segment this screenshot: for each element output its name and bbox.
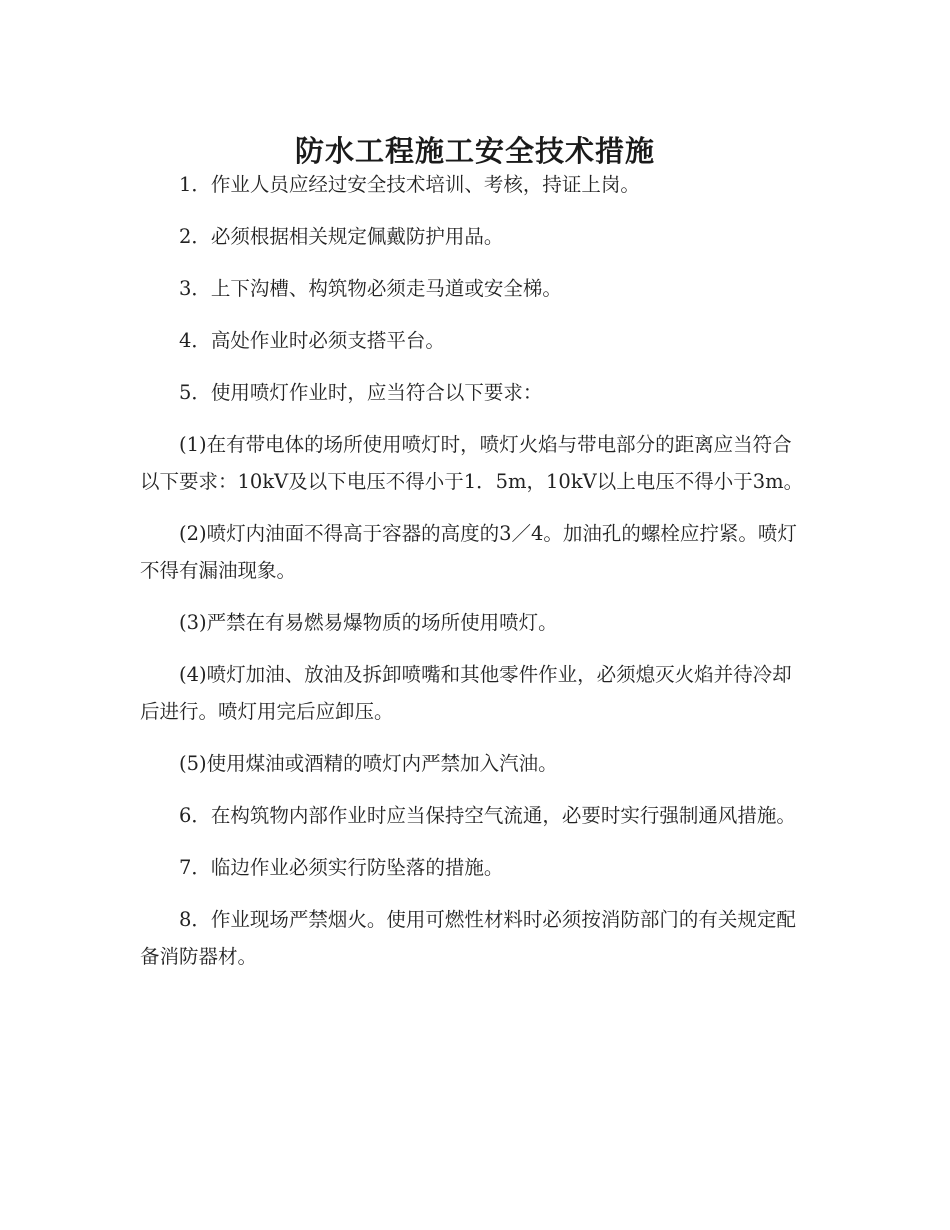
paragraph-5-1: (1)在有带电体的场所使用喷灯时，喷灯火焰与带电部分的距离应当符合以下要求：10kV及以下电压不得小于1．5m，10kV以上电压不得小于3m。 xyxy=(140,433,804,493)
document-title: 防水工程施工安全技术措施 xyxy=(294,134,655,169)
paragraph-5-2: (2)喷灯内油面不得高于容器的高度的3／4。加油孔的螺栓应拧紧。喷灯不得有漏油现象。 xyxy=(140,522,797,582)
document-body xyxy=(140,166,806,990)
paragraph-6: 6．在构筑物内部作业时应当保持空气流通，必要时实行强制通风措施。 xyxy=(179,804,796,827)
paragraph-7: 7．临边作业必须实行防坠落的措施。 xyxy=(179,856,504,879)
paragraph-3: 3．上下沟槽、构筑物必须走马道或安全梯。 xyxy=(179,277,562,300)
paragraph-5: 5．使用喷灯作业时，应当符合以下要求： xyxy=(179,381,543,404)
paragraph-8: 8．作业现场严禁烟火。使用可燃性材料时必须按消防部门的有关规定配备消防器材。 xyxy=(140,908,796,968)
paragraph-4: 4．高处作业时必须支搭平台。 xyxy=(179,329,445,352)
paragraph-1: 1．作业人员应经过安全技术培训、考核，持证上岗。 xyxy=(179,173,640,196)
paragraph-5-5: (5)使用煤油或酒精的喷灯内严禁加入汽油。 xyxy=(179,752,558,775)
paragraph-5-4: (4)喷灯加油、放油及拆卸喷嘴和其他零件作业，必须熄灭火焰并待冷却后进行。喷灯用完后应卸压。 xyxy=(140,663,792,723)
paragraph-5-3: (3)严禁在有易燃易爆物质的场所使用喷灯。 xyxy=(179,611,558,634)
paragraph-2: 2．必须根据相关规定佩戴防护用品。 xyxy=(179,225,504,248)
